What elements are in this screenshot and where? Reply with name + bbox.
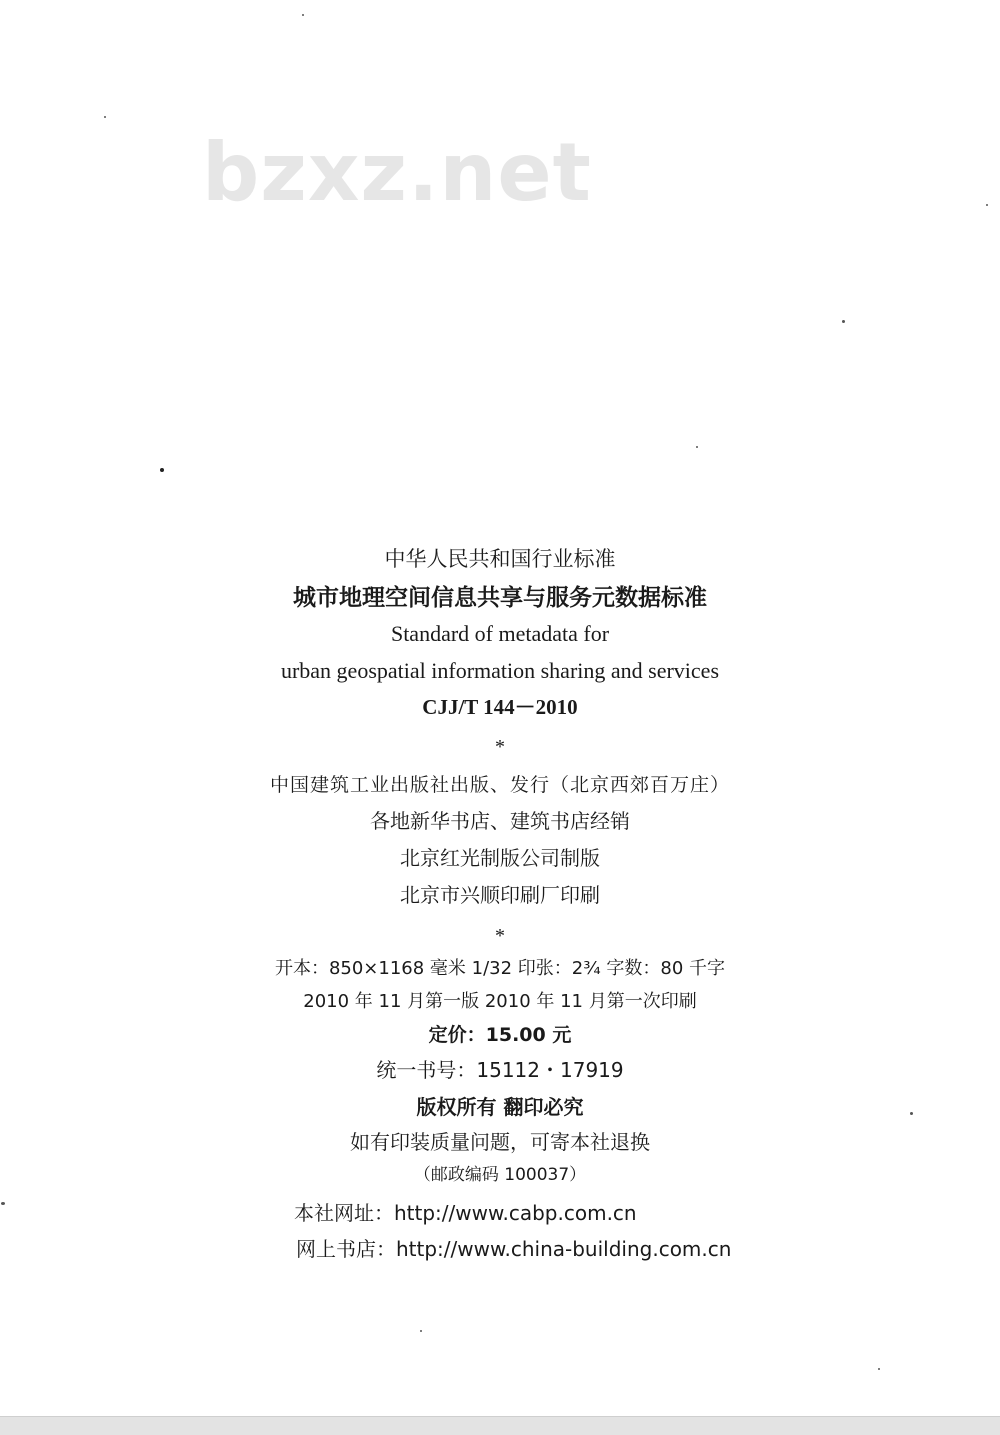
scan-speck: [696, 446, 698, 448]
standard-title-en-line2: urban geospatial information sharing and services: [280, 658, 720, 683]
standard-title-cn: 城市地理空间信息共享与服务元数据标准: [293, 585, 707, 611]
standard-category: 中华人民共和国行业标准: [384, 547, 616, 571]
scan-speck: [878, 1368, 880, 1370]
standard-title-en-line1: Standard of metadata for: [390, 621, 610, 646]
plate-maker-line: 北京红光制版公司制版: [400, 846, 600, 870]
copyright-line: 版权所有 翻印必究: [416, 1095, 584, 1119]
publisher-website[interactable]: 本社网址：http://www.cabp.com.cn: [294, 1201, 637, 1225]
viewer-bottom-bar: [0, 1416, 1000, 1435]
online-bookstore[interactable]: 网上书店：http://www.china-building.com.cn: [296, 1237, 732, 1261]
separator-star: *: [495, 925, 505, 947]
scan-speck: [420, 1330, 422, 1332]
price-line: 定价：15.00 元: [428, 1024, 572, 1046]
scan-speck: [160, 468, 164, 472]
scan-speck: [842, 320, 845, 323]
separator-star: *: [495, 736, 505, 758]
returns-line: 如有印装质量问题，可寄本社退换: [350, 1130, 650, 1154]
watermark: bzxz.net: [202, 126, 592, 219]
isbn-line: 统一书号：15112・17919: [376, 1058, 624, 1082]
edition-line: 2010 年 11 月第一版 2010 年 11 月第一次印刷: [303, 991, 697, 1012]
postcode-line: （邮政编码 100037）: [413, 1165, 587, 1185]
format-line: 开本：850×1168 毫米 1/32 印张：2¾ 字数：80 千字: [274, 958, 726, 979]
scan-speck: [302, 14, 304, 16]
printer-line: 北京市兴顺印刷厂印刷: [400, 883, 600, 907]
scan-speck: [986, 204, 988, 206]
standard-code: CJJ/T 144－2010: [422, 695, 578, 719]
distributor-line: 各地新华书店、建筑书店经销: [370, 809, 630, 833]
scan-speck: [104, 116, 106, 118]
publisher-line: 中国建筑工业出版社出版、发行（北京西郊百万庄）: [269, 774, 730, 796]
scan-speck: [1, 1202, 5, 1205]
